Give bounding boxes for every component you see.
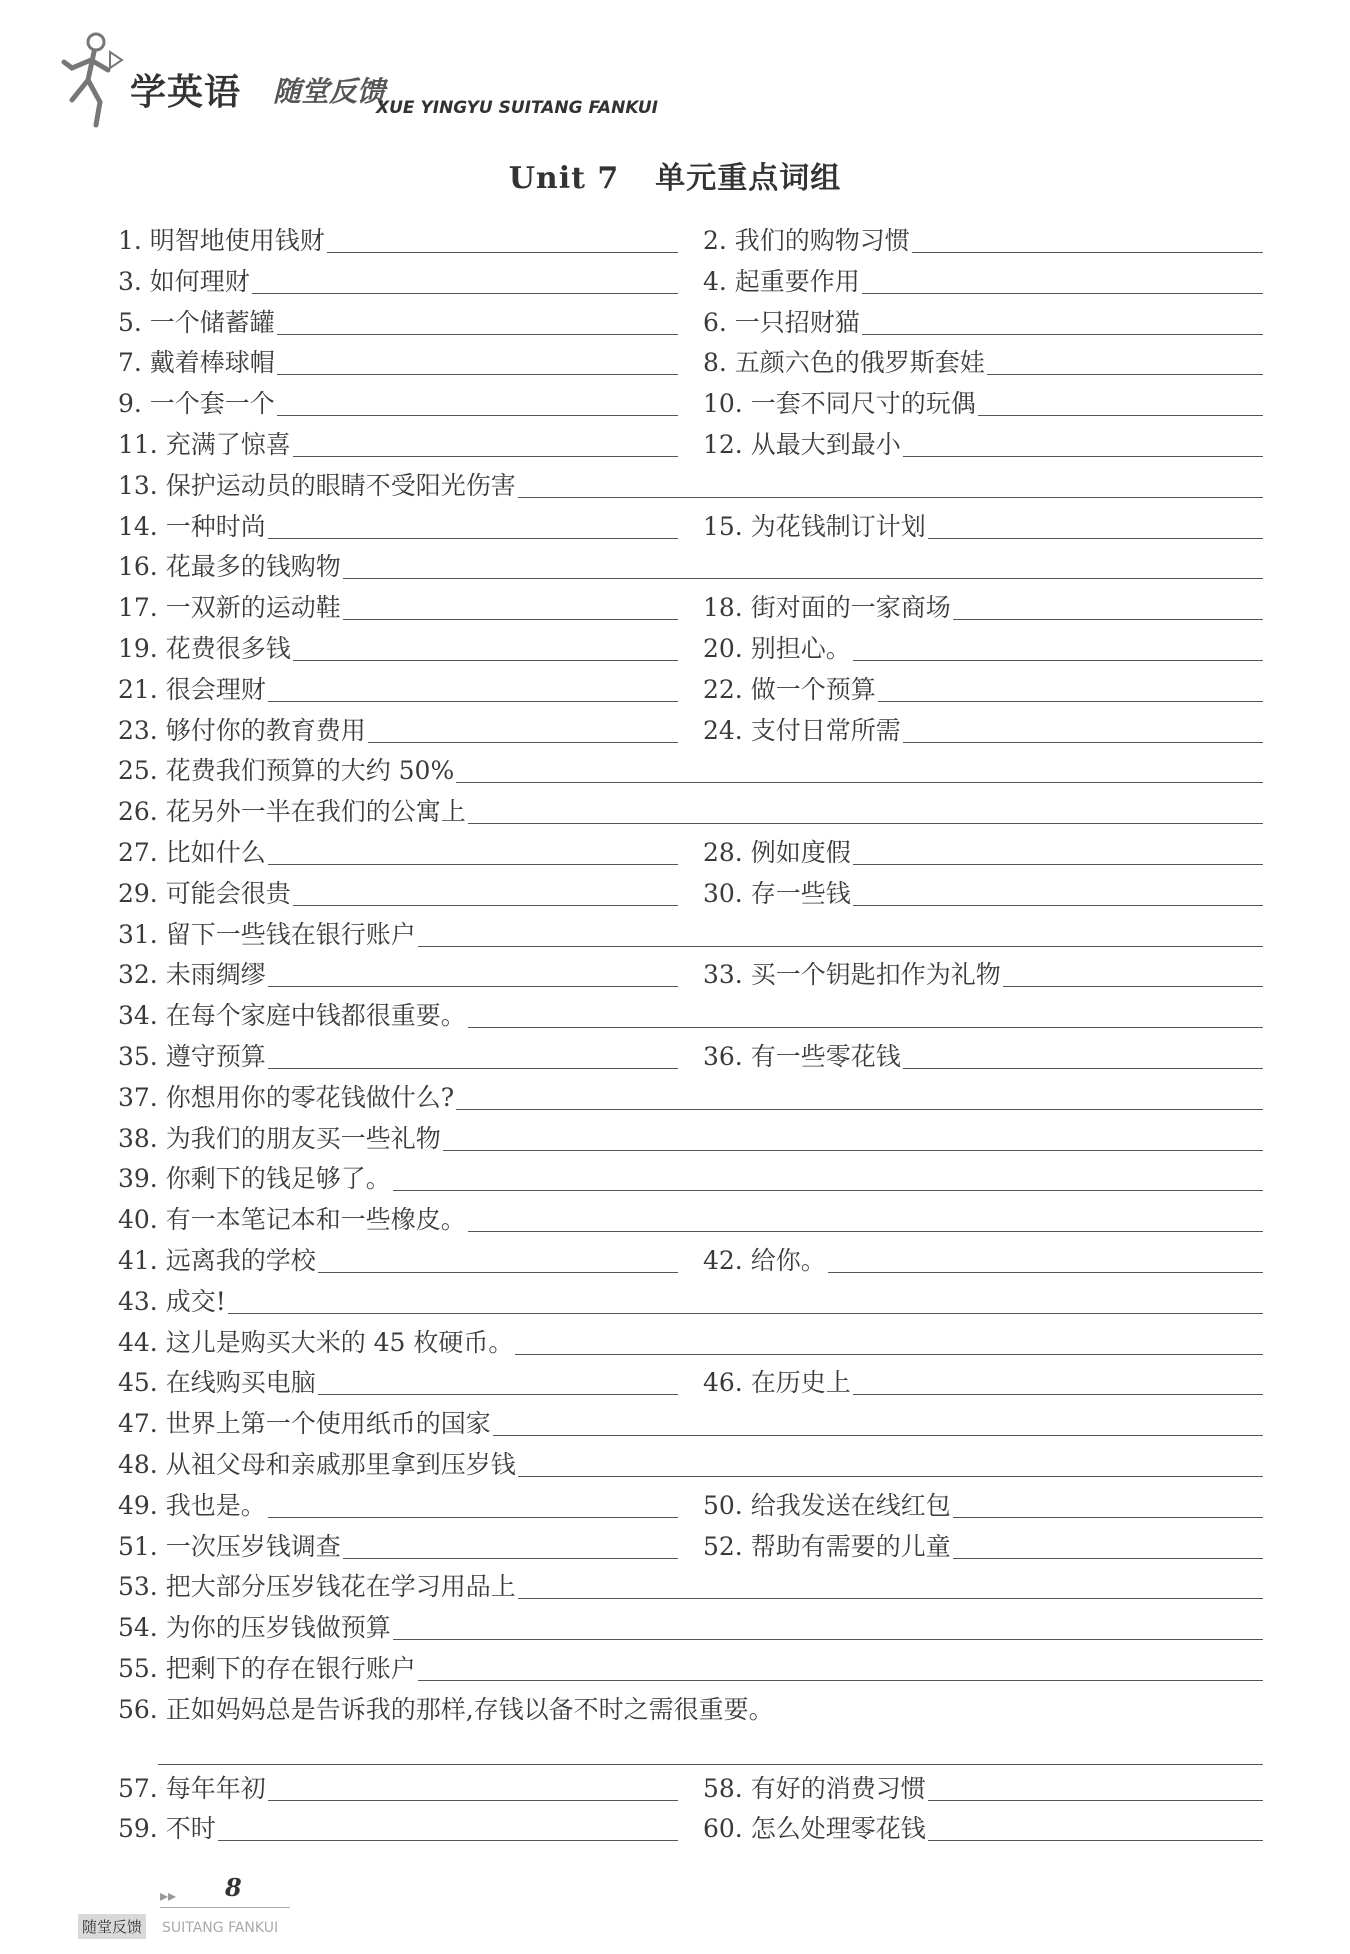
phrase-item xyxy=(703,627,1263,665)
answer-blank[interactable] xyxy=(277,385,678,416)
phrase-row xyxy=(118,913,1263,954)
answer-blank[interactable] xyxy=(158,1764,1263,1765)
phrase-row xyxy=(118,1443,1263,1484)
phrase-item xyxy=(703,1807,1263,1845)
phrase-item xyxy=(118,423,678,461)
phrase-item xyxy=(118,831,678,869)
phrase-item xyxy=(703,219,1263,257)
phrase-item xyxy=(118,872,678,910)
phrase-text: 36. 有一些零花钱 xyxy=(703,1041,901,1071)
phrase-text: 33. 买一个钥匙扣作为礼物 xyxy=(703,960,1001,990)
header-brand-zh2: 随堂反馈 xyxy=(273,75,386,108)
answer-blank[interactable] xyxy=(393,1609,1263,1640)
phrase-text: 23. 够付你的教育费用 xyxy=(118,715,366,745)
answer-blank[interactable] xyxy=(277,304,678,335)
unit-label: Unit 7 xyxy=(508,161,620,196)
phrase-item xyxy=(118,1076,1263,1114)
phrase-row xyxy=(118,790,1263,831)
phrase-text: 45. 在线购买电脑 xyxy=(118,1368,316,1398)
phrase-item xyxy=(118,668,678,706)
answer-blank[interactable] xyxy=(493,1405,1263,1436)
answer-blank[interactable] xyxy=(268,1770,678,1801)
answer-blank[interactable] xyxy=(277,344,678,375)
phrase-text: 42. 给你。 xyxy=(703,1245,826,1275)
phrase-item xyxy=(703,872,1263,910)
phrase-item xyxy=(118,627,678,665)
phrase-text: 51. 一次压岁钱调查 xyxy=(118,1531,341,1561)
answer-blank[interactable] xyxy=(903,426,1263,457)
phrase-item xyxy=(703,382,1263,420)
answer-blank[interactable] xyxy=(456,1079,1263,1110)
answer-blank[interactable] xyxy=(268,508,678,539)
phrase-text: 16. 花最多的钱购物 xyxy=(118,552,341,582)
phrase-item xyxy=(118,505,678,543)
phrase-row xyxy=(118,668,1263,709)
answer-blank[interactable] xyxy=(228,1283,1263,1314)
phrase-text: 32. 未雨绸缪 xyxy=(118,960,266,990)
phrase-row xyxy=(118,1280,1263,1321)
phrase-text: 58. 有好的消费习惯 xyxy=(703,1773,926,1803)
answer-blank[interactable] xyxy=(953,589,1263,620)
phrase-text: 18. 街对面的一家商场 xyxy=(703,593,951,623)
phrase-text: 9. 一个套一个 xyxy=(118,389,275,419)
phrase-item xyxy=(118,1525,678,1563)
phrase-item xyxy=(703,1361,1263,1399)
phrase-text: 59. 不时 xyxy=(118,1814,216,1844)
answer-blank[interactable] xyxy=(456,752,1263,783)
phrase-text: 12. 从最大到最小 xyxy=(703,429,901,459)
phrase-text: 7. 戴着棒球帽 xyxy=(118,348,275,378)
phrase-text: 1. 明智地使用钱财 xyxy=(118,226,325,255)
answer-blank[interactable] xyxy=(853,834,1263,865)
phrase-text: 49. 我也是。 xyxy=(118,1490,266,1520)
phrase-text: 24. 支付日常所需 xyxy=(703,715,901,745)
answer-blank[interactable] xyxy=(368,712,678,743)
answer-blank[interactable] xyxy=(853,630,1263,661)
phrase-row xyxy=(118,1198,1263,1239)
answer-blank[interactable] xyxy=(853,875,1263,906)
phrase-text: 22. 做一个预算 xyxy=(703,674,876,704)
phrase-row xyxy=(118,341,1263,382)
phrase-text: 43. 成交! xyxy=(118,1286,226,1316)
answer-blank[interactable] xyxy=(343,1528,678,1559)
phrase-text: 17. 一双新的运动鞋 xyxy=(118,593,341,623)
phrase-row xyxy=(118,1361,1263,1402)
answer-blank[interactable] xyxy=(468,793,1263,824)
phrase-row xyxy=(118,545,1263,586)
phrase-item xyxy=(118,1484,678,1522)
phrase-row xyxy=(118,464,1263,505)
phrase-text: 4. 起重要作用 xyxy=(703,266,860,296)
phrase-text: 60. 怎么处理零花钱 xyxy=(703,1814,926,1844)
phrase-item xyxy=(118,709,678,747)
phrase-row xyxy=(118,627,1263,668)
phrase-row xyxy=(118,423,1263,464)
phrase-item xyxy=(118,341,678,379)
phrase-text: 47. 世界上第一个使用纸币的国家 xyxy=(118,1409,491,1439)
answer-blank[interactable] xyxy=(903,712,1263,743)
answer-blank[interactable] xyxy=(443,1120,1263,1151)
phrase-item xyxy=(703,341,1263,379)
phrase-item xyxy=(118,1606,1263,1644)
answer-blank[interactable] xyxy=(343,548,1263,579)
phrase-row xyxy=(118,1525,1263,1566)
header-brand-zh: 学英语 xyxy=(130,72,242,113)
phrase-item xyxy=(118,1565,1263,1603)
phrase-item xyxy=(703,505,1263,543)
phrase-row xyxy=(118,1321,1263,1362)
answer-blank[interactable] xyxy=(518,467,1263,498)
answer-blank[interactable] xyxy=(293,875,678,906)
answer-blank[interactable] xyxy=(515,1324,1263,1355)
phrase-item xyxy=(118,464,1263,502)
answer-blank[interactable] xyxy=(268,956,678,987)
phrase-row xyxy=(118,301,1263,342)
phrase-text: 10. 一套不同尺寸的玩偶 xyxy=(703,389,976,419)
phrase-text: 53. 把大部分压岁钱花在学习用品上 xyxy=(118,1572,516,1602)
answer-blank[interactable] xyxy=(828,1242,1263,1273)
phrase-text: 34. 在每个家庭中钱都很重要。 xyxy=(118,1001,466,1031)
phrase-item xyxy=(118,1402,1263,1440)
phrase-row xyxy=(118,1157,1263,1198)
phrase-text: 8. 五颜六色的俄罗斯套娃 xyxy=(703,348,985,378)
phrase-item xyxy=(118,953,678,991)
phrase-item xyxy=(118,790,1263,828)
phrase-item xyxy=(703,668,1263,706)
phrase-row xyxy=(118,709,1263,750)
answer-blank[interactable] xyxy=(468,997,1263,1028)
phrase-item xyxy=(118,260,678,298)
phrase-text: 39. 你剩下的钱足够了。 xyxy=(118,1164,391,1194)
answer-blank[interactable] xyxy=(1003,956,1263,987)
phrase-item xyxy=(703,831,1263,869)
answer-blank[interactable] xyxy=(853,1364,1263,1395)
phrase-row xyxy=(118,219,1263,260)
phrase-text: 3. 如何理财 xyxy=(118,266,250,296)
answer-blank[interactable] xyxy=(776,1692,1263,1722)
phrase-row xyxy=(118,1688,1263,1767)
answer-blank[interactable] xyxy=(862,263,1263,294)
answer-blank[interactable] xyxy=(928,508,1263,539)
phrase-row xyxy=(118,260,1263,301)
answer-blank[interactable] xyxy=(268,1038,678,1069)
answer-blank[interactable] xyxy=(928,1810,1263,1841)
answer-blank[interactable] xyxy=(862,304,1263,335)
phrase-row xyxy=(118,382,1263,423)
page-number: 8 xyxy=(225,1873,242,1902)
answer-blank[interactable] xyxy=(293,630,678,661)
phrase-text: 5. 一个储蓄罐 xyxy=(118,307,275,337)
footer-label-en: SUITANG FANKUI xyxy=(162,1920,279,1936)
answer-blank[interactable] xyxy=(418,1650,1263,1681)
phrase-item xyxy=(118,219,678,257)
phrase-text: 14. 一种时尚 xyxy=(118,511,266,541)
phrase-item xyxy=(703,1035,1263,1073)
page-header xyxy=(58,12,678,132)
answer-blank[interactable] xyxy=(987,344,1263,375)
phrase-text: 2. 我们的购物习惯 xyxy=(703,226,910,255)
phrase-text: 11. 充满了惊喜 xyxy=(118,429,291,459)
phrase-text: 20. 别担心。 xyxy=(703,633,851,663)
phrase-text: 29. 可能会很贵 xyxy=(118,878,291,908)
phrase-text: 57. 每年年初 xyxy=(118,1773,266,1803)
phrase-item xyxy=(118,1280,1263,1318)
phrase-text: 50. 给我发送在线红包 xyxy=(703,1490,951,1520)
answer-blank[interactable] xyxy=(293,426,678,457)
phrase-item xyxy=(118,301,678,339)
phrase-item xyxy=(118,1157,1263,1195)
phrase-row xyxy=(118,586,1263,627)
phrase-text: 15. 为花钱制订计划 xyxy=(703,511,926,541)
phrase-text: 54. 为你的压岁钱做预算 xyxy=(118,1613,391,1643)
phrase-text: 35. 遵守预算 xyxy=(118,1041,266,1071)
answer-blank[interactable] xyxy=(318,1242,678,1273)
phrase-row xyxy=(118,994,1263,1035)
phrase-item xyxy=(703,1239,1263,1277)
phrase-text: 55. 把剩下的存在银行账户 xyxy=(118,1653,416,1683)
phrase-row xyxy=(118,1117,1263,1158)
phrase-item xyxy=(703,260,1263,298)
answer-blank[interactable] xyxy=(327,222,678,253)
phrase-item xyxy=(118,1239,678,1277)
answer-blank[interactable] xyxy=(903,1038,1263,1069)
phrase-text: 25. 花费我们预算的大约 50% xyxy=(118,756,455,786)
phrase-item xyxy=(118,1117,1263,1155)
answer-blank[interactable] xyxy=(252,263,678,294)
phrase-text: 31. 留下一些钱在银行账户 xyxy=(118,919,416,949)
phrase-row xyxy=(118,1647,1263,1688)
phrase-item xyxy=(703,709,1263,747)
phrase-text: 37. 你想用你的零花钱做什么? xyxy=(118,1082,455,1112)
phrase-row xyxy=(118,1035,1263,1076)
phrase-list xyxy=(118,219,1263,1848)
phrase-text: 30. 存一些钱 xyxy=(703,878,851,908)
answer-blank[interactable] xyxy=(218,1810,678,1841)
phrase-row xyxy=(118,1484,1263,1525)
answer-blank[interactable] xyxy=(268,671,678,702)
phrase-row xyxy=(118,1239,1263,1280)
answer-blank[interactable] xyxy=(343,589,678,620)
phrase-row xyxy=(118,1565,1263,1606)
phrase-item xyxy=(118,1361,678,1399)
answer-blank[interactable] xyxy=(318,1364,678,1395)
phrase-item xyxy=(118,913,1263,951)
footer-divider xyxy=(160,1907,290,1908)
phrase-item xyxy=(118,1767,678,1805)
phrase-item xyxy=(118,1688,1263,1726)
phrase-item xyxy=(703,423,1263,461)
runner-icon xyxy=(58,30,128,130)
answer-blank[interactable] xyxy=(928,1770,1263,1801)
phrase-item xyxy=(118,1321,1263,1359)
page-title xyxy=(0,153,1350,197)
phrase-item xyxy=(703,1525,1263,1563)
phrase-item xyxy=(118,1198,1263,1236)
phrase-row xyxy=(118,505,1263,546)
answer-blank[interactable] xyxy=(268,834,678,865)
phrase-item xyxy=(703,1767,1263,1805)
phrase-text: 21. 很会理财 xyxy=(118,674,266,704)
phrase-text: 48. 从祖父母和亲戚那里拿到压岁钱 xyxy=(118,1449,516,1479)
answer-blank[interactable] xyxy=(418,916,1263,947)
phrase-text: 6. 一只招财猫 xyxy=(703,307,860,337)
phrase-text: 28. 例如度假 xyxy=(703,837,851,867)
phrase-row xyxy=(118,872,1263,913)
phrase-text: 41. 远离我的学校 xyxy=(118,1245,316,1275)
phrase-row xyxy=(118,1606,1263,1647)
phrase-item xyxy=(118,382,678,420)
phrase-text: 56. 正如妈妈总是告诉我的那样,存钱以备不时之需很重要。 xyxy=(118,1694,774,1724)
phrase-text: 52. 帮助有需要的儿童 xyxy=(703,1531,951,1561)
phrase-item xyxy=(703,953,1263,991)
phrase-text: 13. 保护运动员的眼睛不受阳光伤害 xyxy=(118,470,516,500)
answer-blank[interactable] xyxy=(468,1201,1263,1232)
phrase-text: 46. 在历史上 xyxy=(703,1368,851,1398)
phrase-item xyxy=(118,586,678,624)
phrase-text: 19. 花费很多钱 xyxy=(118,633,291,663)
phrase-row xyxy=(118,1402,1263,1443)
phrase-item xyxy=(703,301,1263,339)
phrase-text: 26. 花另外一半在我们的公寓上 xyxy=(118,797,466,827)
answer-blank[interactable] xyxy=(878,671,1263,702)
phrase-text: 44. 这儿是购买大米的 45 枚硬币。 xyxy=(118,1327,514,1357)
phrase-item xyxy=(118,1035,678,1073)
answer-blank[interactable] xyxy=(978,385,1263,416)
phrase-row xyxy=(118,1767,1263,1808)
phrase-row xyxy=(118,749,1263,790)
phrase-text: 27. 比如什么 xyxy=(118,837,266,867)
phrase-item xyxy=(118,1807,678,1845)
answer-blank[interactable] xyxy=(953,1487,1263,1518)
phrase-item xyxy=(703,586,1263,624)
phrase-row xyxy=(118,1076,1263,1117)
answer-blank[interactable] xyxy=(393,1160,1263,1191)
phrase-item xyxy=(118,545,1263,583)
phrase-item xyxy=(118,994,1263,1032)
answer-blank[interactable] xyxy=(268,1487,678,1518)
phrase-row xyxy=(118,1807,1263,1848)
phrase-row xyxy=(118,953,1263,994)
phrase-text: 40. 有一本笔记本和一些橡皮。 xyxy=(118,1205,466,1235)
footer-label-zh: 随堂反馈 xyxy=(78,1914,146,1939)
phrase-item xyxy=(703,1484,1263,1522)
phrase-item xyxy=(118,1443,1263,1481)
phrase-item xyxy=(118,1647,1263,1685)
answer-blank[interactable] xyxy=(953,1528,1263,1559)
answer-blank[interactable] xyxy=(912,222,1263,253)
title-subtitle: 单元重点词组 xyxy=(655,161,842,196)
phrase-item xyxy=(118,749,1263,787)
answer-blank[interactable] xyxy=(518,1446,1263,1477)
phrase-text: 38. 为我们的朋友买一些礼物 xyxy=(118,1123,441,1153)
header-brand-en: XUE YINGYU SUITANG FANKUI xyxy=(376,98,659,118)
footer-arrow-icon: ▸▸ xyxy=(160,1886,177,1905)
answer-blank[interactable] xyxy=(518,1568,1263,1599)
phrase-row xyxy=(118,831,1263,872)
